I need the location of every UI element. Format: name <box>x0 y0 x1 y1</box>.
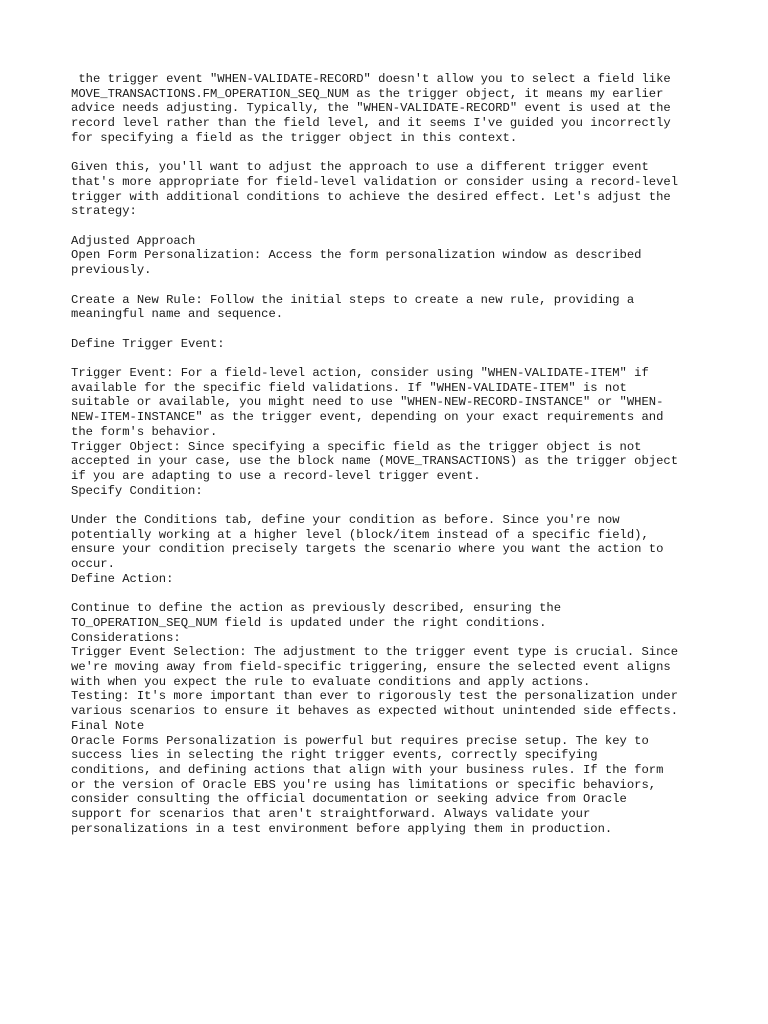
text-line: the trigger event "WHEN-VALIDATE-RECORD" doesn't allow you to select a field like <box>71 72 671 86</box>
text-line: advice needs adjusting. Typically, the "WHEN-VALIDATE-RECORD" event is used at the <box>71 101 671 116</box>
text-line: Define Action: <box>71 571 174 586</box>
text-line: NEW-ITEM-INSTANCE" as the trigger event, depending on your exact requirements and <box>71 410 664 425</box>
text-line: occur. <box>71 557 115 572</box>
text-line: previously. <box>71 263 152 278</box>
text-line: Define Trigger Event: <box>71 336 225 351</box>
text-line: Considerations: <box>71 630 181 645</box>
text-line: success lies in selecting the right trigger events, correctly specifying <box>71 748 598 763</box>
text-line: Trigger Event Selection: The adjustment to the trigger event type is crucial. Since <box>71 645 679 660</box>
text-line: Adjusted Approach <box>71 233 196 248</box>
text-line: for specifying a field as the trigger object in this context. <box>71 130 518 145</box>
text-line: meaningful name and sequence. <box>71 307 284 322</box>
text-line: Given this, you'll want to adjust the approach to use a different trigger event <box>71 160 649 175</box>
text-line: record level rather than the field level, and it seems I've guided you incorrectly <box>71 116 671 131</box>
text-line: Open Form Personalization: Access the form personalization window as described <box>71 248 642 263</box>
text-line: that's more appropriate for field-level validation or consider using a record-level <box>71 174 679 189</box>
text-line: MOVE_TRANSACTIONS.FM_OPERATION_SEQ_NUM as the trigger object, it means my earlier <box>71 86 664 101</box>
text-line: available for the specific field validations. If "WHEN-VALIDATE-ITEM" is not <box>71 380 627 395</box>
text-line: Trigger Event: For a field-level action, consider using "WHEN-VALIDATE-ITEM" if <box>71 365 649 380</box>
text-line: Specify Condition: <box>71 483 203 498</box>
text-line: various scenarios to ensure it behaves as expected without unintended side effects. <box>71 704 679 719</box>
text-line: trigger with additional conditions to achieve the desired effect. Let's adjust the <box>71 189 671 204</box>
text-line: potentially working at a higher level (block/item instead of a specific field), <box>71 527 649 542</box>
text-line: accepted in your case, use the block name (MOVE_TRANSACTIONS) as the trigger object <box>71 454 679 469</box>
text-line: consider consulting the official documentation or seeking advice from Oracle <box>71 792 627 807</box>
text-line: Final Note <box>71 718 145 733</box>
text-line: if you are adapting to use a record-level trigger event. <box>71 468 481 483</box>
text-line: we're moving away from field-specific triggering, ensure the selected event aligns <box>71 660 671 675</box>
text-line: Under the Conditions tab, define your condition as before. Since you're now <box>71 513 620 527</box>
text-line: Create a New Rule: Follow the initial steps to create a new rule, providing a <box>71 292 635 307</box>
text-line: Oracle Forms Personalization is powerful but requires precise setup. The key to <box>71 733 649 748</box>
document-body <box>71 72 731 836</box>
text-line: Continue to define the action as previously described, ensuring the <box>71 601 562 616</box>
text-line: suitable or available, you might need to use "WHEN-NEW-RECORD-INSTANCE" or "WHEN- <box>71 395 664 410</box>
text-line: support for scenarios that aren't straightforward. Always validate your <box>71 807 591 822</box>
text-line: the form's behavior. <box>71 424 218 439</box>
text-line: strategy: <box>71 204 137 219</box>
text-line: conditions, and defining actions that align with your business rules. If the form <box>71 762 664 777</box>
text-line: Testing: It's more important than ever to rigorously test the personalization under <box>71 689 679 704</box>
text-line: TO_OPERATION_SEQ_NUM field is updated under the right conditions. <box>71 615 547 630</box>
text-line: Trigger Object: Since specifying a specific field as the trigger object is not <box>71 439 642 454</box>
text-line: ensure your condition precisely targets the scenario where you want the action to <box>71 542 664 557</box>
text-line: personalizations in a test environment before applying them in production. <box>71 821 613 836</box>
text-line: with when you expect the rule to evaluate conditions and apply actions. <box>71 674 591 689</box>
text-line: or the version of Oracle EBS you're using has limitations or specific behaviors, <box>71 777 657 792</box>
